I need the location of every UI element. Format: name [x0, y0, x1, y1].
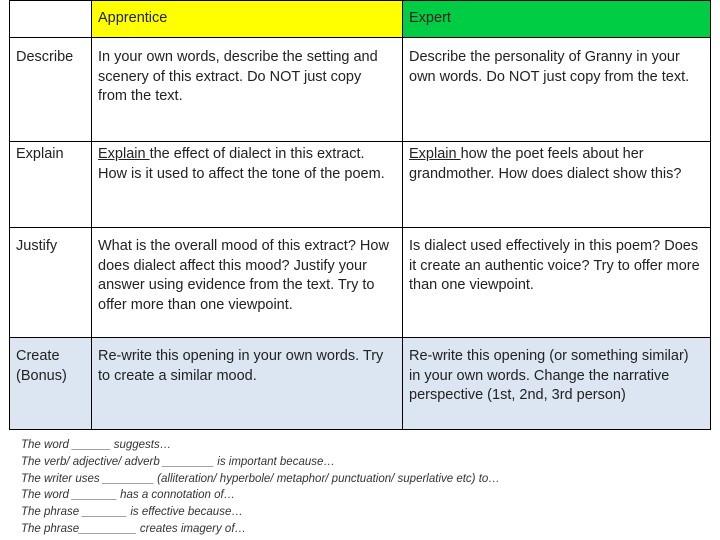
create-expert-task: Re-write this opening (or something similar) in your own words. Change the narrative perspective (1st, 2nd, 3rd person): [403, 338, 711, 430]
sentence-starter: The word _______ has a connotation of…: [21, 489, 236, 502]
describe-row: [10, 38, 711, 142]
justify-apprentice-task: What is the overall mood of this extract? How does dialect affect this mood? Justify your answer using evidence from the text. Try to offer more than one viewpoint.: [92, 228, 403, 338]
justify-row: [10, 228, 711, 338]
sentence-starter: The word ______ suggests…: [21, 439, 172, 451]
explain-row: [10, 142, 711, 228]
header-empty-cell: [10, 1, 92, 38]
justify-expert-task: Is dialect used effectively in this poem? Does it create an authentic voice? Try to offer more than one viewpoint.: [403, 228, 711, 338]
sentence-starter: The phrase_________ creates imagery of…: [21, 522, 247, 535]
sentence-starter: The writer uses ________ (alliteration/ hyperbole/ metaphor/ punctuation/ superlative etc) to…: [21, 472, 500, 485]
sentence-starter: The verb/ adjective/ adverb ________ is important because…: [21, 455, 335, 468]
sentence-starter: The phrase _______ is effective because…: [21, 506, 243, 519]
create-bonus-row: [10, 338, 711, 430]
describe-apprentice-task: In your own words, describe the setting and scenery of this extract. Do NOT just copy from the text.: [92, 38, 403, 142]
explain-apprentice-task: [92, 142, 403, 228]
create-apprentice-task: Re-write this opening in your own words. Try to create a similar mood.: [92, 338, 403, 430]
describe-expert-task: Describe the personality of Granny in your own words. Do NOT just copy from the text.: [403, 38, 711, 142]
row-label-explain: Explain: [10, 142, 92, 228]
sentence-starters: [21, 437, 500, 538]
header-row: [10, 1, 711, 38]
explain-expert-task: [403, 142, 711, 228]
explain-keyword: Explain: [98, 146, 150, 162]
explain-keyword: Explain: [409, 146, 461, 162]
apprentice-header: Apprentice: [92, 1, 403, 38]
explain-apprentice-text: the effect of dialect in this extract. How is it used to affect the tone of the poem.: [98, 146, 385, 182]
row-label-describe: Describe: [10, 38, 92, 142]
expert-header: Expert: [403, 1, 711, 38]
row-label-create: Create (Bonus): [10, 338, 92, 430]
task-grid: [9, 0, 711, 430]
explain-expert-text: how the poet feels about her grandmother. How does dialect show this?: [409, 146, 682, 182]
row-label-justify: Justify: [10, 228, 92, 338]
